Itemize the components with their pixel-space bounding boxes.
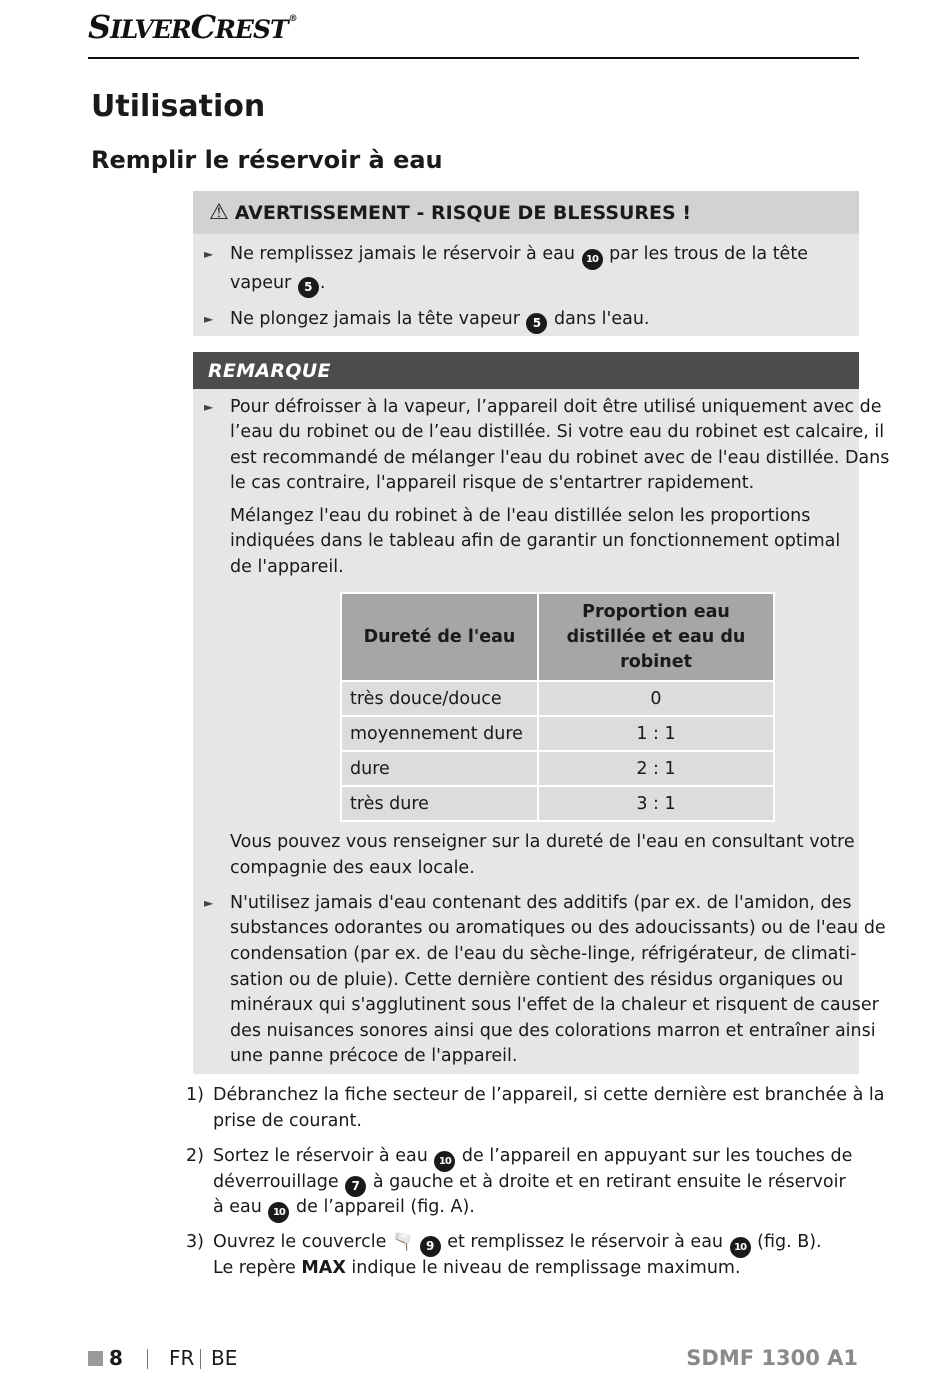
lang-fr: FR xyxy=(169,1346,195,1370)
step-number: 1) xyxy=(186,1085,204,1105)
ref-7-icon: 7 xyxy=(345,1176,366,1197)
brand-logo: SILVERCREST® xyxy=(88,8,297,46)
table-cell: 1 : 1 xyxy=(538,716,774,751)
ref-10-icon: 10 xyxy=(434,1151,455,1172)
note-p4-line: substances odorantes ou aromatiques ou des adoucissants) ou de l'eau de xyxy=(230,918,886,938)
step-2-line-3: à eau 10 de l’appareil (fig. A). xyxy=(213,1195,475,1223)
step-number: 3) xyxy=(186,1232,204,1252)
ref-5-icon: 5 xyxy=(526,313,547,334)
table-row xyxy=(341,716,774,751)
warning-heading: ⚠ AVERTISSEMENT - RISQUE DE BLESSURES ! xyxy=(193,191,859,234)
page-title: Utilisation xyxy=(91,89,266,124)
table-header-row xyxy=(341,593,774,681)
section-title: Remplir le réservoir à eau xyxy=(91,146,443,174)
note-p2-line: de l'appareil. xyxy=(230,557,344,577)
note-p2-line: Mélangez l'eau du robinet à de l'eau distillée selon les proportions xyxy=(230,506,811,526)
bullet-arrow-icon: ► xyxy=(204,896,214,910)
note-p4-line: minéraux qui s'agglutinent sous l'effet de la chaleur et risquent de causer xyxy=(230,995,879,1015)
ref-10-icon: 10 xyxy=(582,249,603,270)
table-cell: 0 xyxy=(538,681,774,716)
table-row xyxy=(341,681,774,716)
note-p4-line: des nuisances sonores ainsi que des colorations marron et entraîner ainsi xyxy=(230,1021,876,1041)
page-marker-square xyxy=(88,1351,103,1366)
header-rule xyxy=(88,57,859,59)
lang-be: BE xyxy=(211,1346,238,1370)
ref-10-icon: 10 xyxy=(268,1202,289,1223)
ref-9-icon: 9 xyxy=(420,1236,441,1257)
note-p4-line: condensation (par ex. de l'eau du sèche-linge, réfrigérateur, de climati- xyxy=(230,944,857,964)
step-3-line-1: Ouvrez le couvercle 🫗 9 et remplissez le réservoir à eau 10 (fig. B). xyxy=(213,1230,822,1258)
bullet-arrow-icon: ► xyxy=(204,312,214,326)
note-p4-line: sation ou de pluie). Cette dernière contient des résidus organiques ou xyxy=(230,970,844,990)
table-cell: très douce/douce xyxy=(341,681,538,716)
note-p4-line: N'utilisez jamais d'eau contenant des additifs (par ex. de l'amidon, des xyxy=(230,893,852,913)
note-p1-line: Pour défroisser à la vapeur, l’appareil doit être utilisé uniquement avec de xyxy=(230,397,882,417)
note-heading: REMARQUE xyxy=(193,352,859,389)
note-p3-line: Vous pouvez vous renseigner sur la dureté de l'eau en consultant votre xyxy=(230,832,855,852)
step-3-line-2: Le repère MAX indique le niveau de remplissage maximum. xyxy=(213,1258,741,1278)
water-hardness-table xyxy=(340,592,775,822)
ref-5-icon: 5 xyxy=(298,277,319,298)
model-number: SDMF 1300 A1 xyxy=(686,1346,858,1370)
warning-bullet-1-line-2: vapeur 5 . xyxy=(230,271,325,298)
warning-triangle-icon: ⚠ xyxy=(209,200,229,225)
lid-pour-icon: 🫗 xyxy=(391,1232,414,1252)
table-header-hardness: Dureté de l'eau xyxy=(341,593,538,681)
note-p4-line: une panne précoce de l'appareil. xyxy=(230,1046,518,1066)
ref-10-icon: 10 xyxy=(730,1237,751,1258)
step-1-line: Débranchez la fiche secteur de l’appareil, si cette dernière est branchée à la xyxy=(213,1085,885,1105)
step-number: 2) xyxy=(186,1146,204,1166)
note-p1-line: est recommandé de mélanger l'eau du robinet avec de l'eau distillée. Dans xyxy=(230,448,890,468)
table-row xyxy=(341,786,774,821)
table-row xyxy=(341,751,774,786)
step-1-line: prise de courant. xyxy=(213,1111,362,1131)
step-2-line-1: Sortez le réservoir à eau 10 de l’appareil en appuyant sur les touches de xyxy=(213,1144,852,1172)
note-p2-line: indiquées dans le tableau afin de garantir un fonctionnement optimal xyxy=(230,531,841,551)
table-header-proportion: Proportion eau distillée et eau du robinet xyxy=(538,593,774,681)
warning-bullet-2: Ne plongez jamais la tête vapeur 5 dans l'eau. xyxy=(230,307,649,334)
table-cell: 3 : 1 xyxy=(538,786,774,821)
table-cell: moyennement dure xyxy=(341,716,538,751)
table-cell: 2 : 1 xyxy=(538,751,774,786)
bullet-arrow-icon: ► xyxy=(204,400,214,414)
note-p3-line: compagnie des eaux locale. xyxy=(230,858,475,878)
footer-divider xyxy=(147,1349,148,1369)
page-number: 8 xyxy=(109,1346,123,1370)
step-2-line-2: déverrouillage 7 à gauche et à droite et en retirant ensuite le réservoir xyxy=(213,1170,846,1197)
footer-divider xyxy=(200,1349,201,1369)
table-cell: dure xyxy=(341,751,538,786)
table-cell: très dure xyxy=(341,786,538,821)
warning-bullet-1-line-1: Ne remplissez jamais le réservoir à eau 10 par les trous de la tête xyxy=(230,242,808,270)
bullet-arrow-icon: ► xyxy=(204,247,214,261)
note-p1-line: le cas contraire, l'appareil risque de s'entartrer rapidement. xyxy=(230,473,755,493)
note-p1-line: l’eau du robinet ou de l’eau distillée. Si votre eau du robinet est calcaire, il xyxy=(230,422,885,442)
